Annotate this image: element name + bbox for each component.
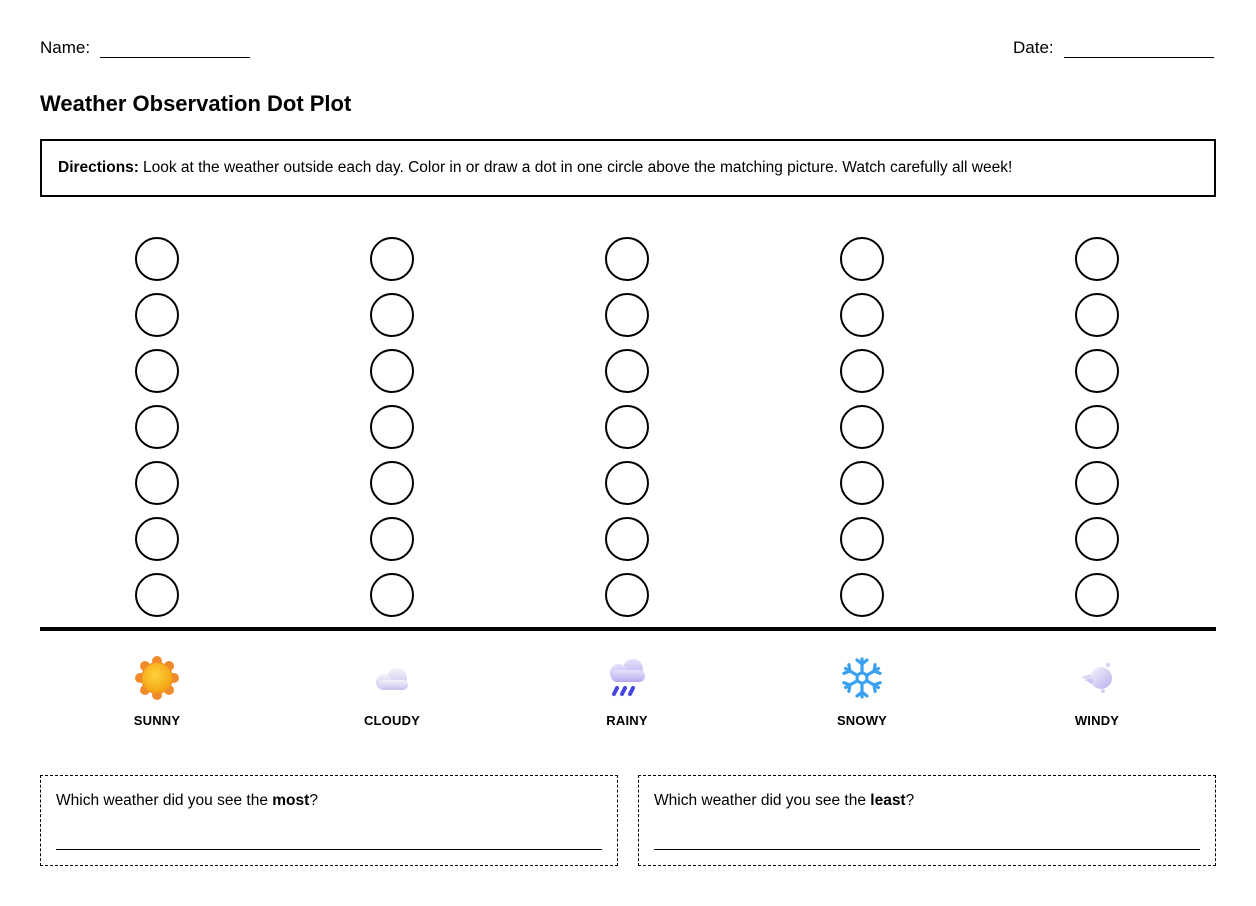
dot-circle[interactable] <box>135 293 179 337</box>
cloud-icon <box>370 656 414 700</box>
question-least-suffix: ? <box>905 792 915 809</box>
dot-circle[interactable] <box>370 293 414 337</box>
dot-circle[interactable] <box>1075 293 1119 337</box>
dot-circle[interactable] <box>1075 237 1119 281</box>
question-least-emphasis: least <box>870 792 906 809</box>
dot-circle[interactable] <box>840 293 884 337</box>
dot-circle[interactable] <box>135 517 179 561</box>
question-least-prefix: Which weather did you see the <box>654 792 871 809</box>
question-least-box <box>638 775 1216 866</box>
dot-circle[interactable] <box>1075 573 1119 617</box>
dot-circle[interactable] <box>840 349 884 393</box>
wind-icon <box>1075 656 1119 700</box>
dot-circle[interactable] <box>370 573 414 617</box>
dot-circle[interactable] <box>135 349 179 393</box>
dot-circle[interactable] <box>370 517 414 561</box>
rain-cloud-icon <box>605 656 649 700</box>
dot-circle[interactable] <box>605 237 649 281</box>
directions-box <box>40 139 1216 197</box>
dot-circle[interactable] <box>1075 405 1119 449</box>
dot-circle[interactable] <box>605 573 649 617</box>
dot-circle[interactable] <box>370 237 414 281</box>
category-rainy <box>567 656 687 728</box>
name-label: Name: <box>40 38 91 57</box>
dot-circle[interactable] <box>135 237 179 281</box>
snowflake-icon <box>840 656 884 700</box>
date-label: Date: <box>1013 38 1054 57</box>
dot-circle[interactable] <box>1075 349 1119 393</box>
date-blank-line[interactable] <box>1064 43 1214 58</box>
dot-circle[interactable] <box>605 517 649 561</box>
category-label: CLOUDY <box>363 713 421 728</box>
date-field <box>1013 38 1214 58</box>
dot-circle[interactable] <box>370 349 414 393</box>
dot-circle[interactable] <box>135 405 179 449</box>
category-label: WINDY <box>1074 713 1120 728</box>
name-field <box>40 38 250 58</box>
dot-circle[interactable] <box>605 461 649 505</box>
dot-circle[interactable] <box>1075 461 1119 505</box>
category-label: SUNNY <box>133 713 181 728</box>
dot-circle[interactable] <box>840 573 884 617</box>
dot-circle[interactable] <box>605 293 649 337</box>
question-most-suffix: ? <box>309 792 318 809</box>
plot-baseline <box>40 627 1216 631</box>
page-title: Weather Observation Dot Plot <box>40 91 352 116</box>
sun-icon <box>135 656 179 700</box>
dot-circle[interactable] <box>135 573 179 617</box>
question-most-prefix: Which weather did you see the <box>56 792 273 809</box>
dot-circle[interactable] <box>1075 517 1119 561</box>
question-most-box <box>40 775 618 866</box>
category-label: SNOWY <box>836 713 888 728</box>
dot-circle[interactable] <box>605 405 649 449</box>
dot-circle[interactable] <box>840 405 884 449</box>
category-label: RAINY <box>606 713 648 728</box>
answer-line-least[interactable] <box>654 849 1200 850</box>
answer-line-most[interactable] <box>56 849 602 850</box>
directions-text: Look at the weather outside each day. Color in or draw a dot in one circle above the matching picture. Watch carefully all week! <box>142 159 1013 176</box>
question-most-emphasis: most <box>272 792 310 809</box>
dot-circle[interactable] <box>840 517 884 561</box>
dot-circle[interactable] <box>840 461 884 505</box>
dot-circle[interactable] <box>135 461 179 505</box>
directions-label: Directions: <box>58 159 139 176</box>
category-cloudy <box>332 656 452 728</box>
category-sunny <box>97 656 217 728</box>
dot-circle[interactable] <box>605 349 649 393</box>
category-windy <box>1037 656 1157 728</box>
name-blank-line[interactable] <box>100 43 250 58</box>
dot-circle[interactable] <box>370 461 414 505</box>
category-snowy <box>802 656 922 728</box>
dot-circle[interactable] <box>370 405 414 449</box>
dot-circle[interactable] <box>840 237 884 281</box>
